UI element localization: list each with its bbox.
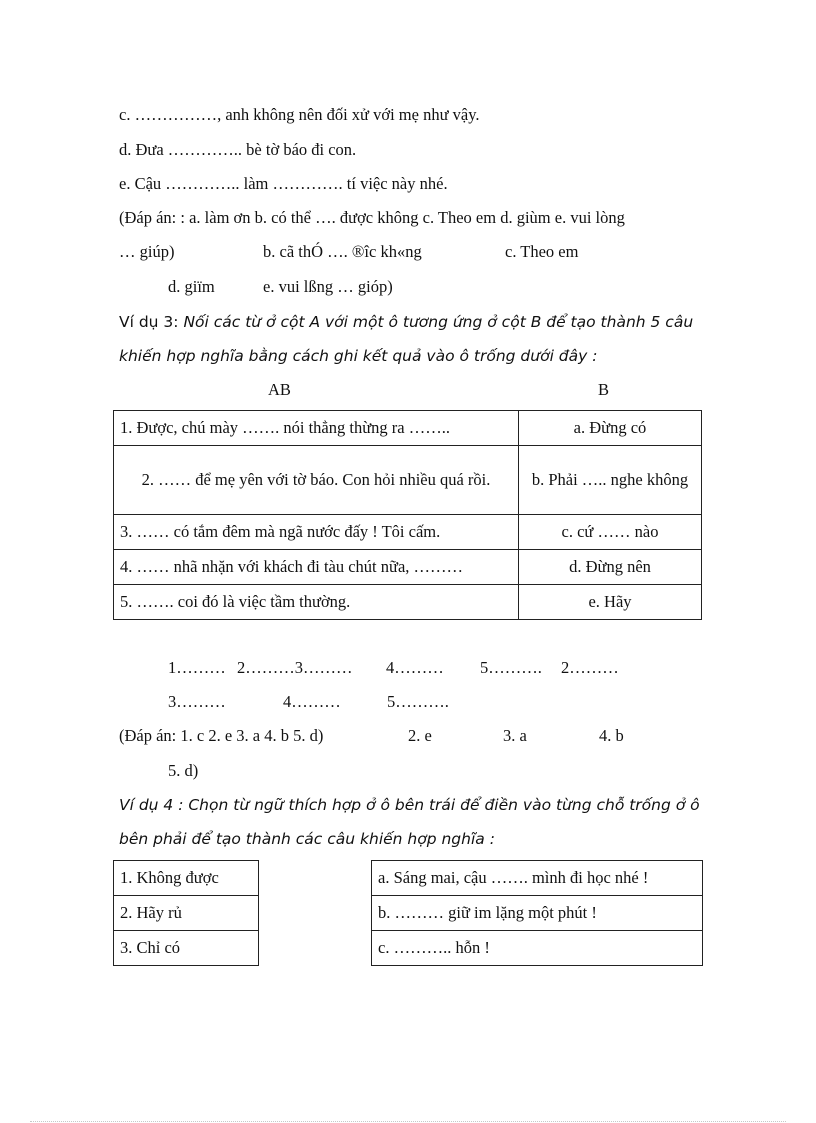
column-a-cell: 1. Được, chú mày ……. nói thẳng thừng ra …….. (114, 411, 519, 446)
table-row (114, 931, 259, 966)
sentence-c: c. ……………, anh không nên đối xử với mẹ như vậy. (119, 105, 480, 124)
column-b-cell: d. Đừng nên (519, 550, 702, 585)
answer-1-fragment-b: b. cã thÓ …. ®îc kh«ng (263, 242, 422, 261)
fill-blank: 4……… (283, 692, 341, 711)
column-a-cell: 3. …… có tắm đêm mà ngã nước đấy ! Tôi cấm. (114, 515, 519, 550)
fill-blank: 4……… (386, 658, 444, 677)
answer-3-item: 4. b (599, 726, 624, 745)
table-row (114, 585, 702, 620)
fill-blank: 5………. (387, 692, 449, 711)
table-row (114, 550, 702, 585)
left-options-table (113, 860, 259, 966)
answer-3-item: 3. a (503, 726, 527, 745)
table-row (114, 411, 702, 446)
example-4-instruction: Ví dụ 4 : Chọn từ ngữ thích hợp ở ô bên trái để điền vào từng chỗ trống ở ô (119, 796, 700, 814)
column-b-cell: a. Đừng có (519, 411, 702, 446)
table-row (372, 896, 703, 931)
sentence-e: e. Cậu ………….. làm …………. tí việc này nhé. (119, 174, 448, 193)
answer-1-fragment-d: d. giïm (168, 277, 215, 296)
sentence-d: d. Đưa ………….. bè tờ báo đi con. (119, 140, 357, 159)
table-row (114, 446, 702, 515)
table-row (114, 515, 702, 550)
column-a-cell: 4. …… nhã nhặn với khách đi tàu chút nữa, ……… (114, 550, 519, 585)
column-a-cell: 2. …… để mẹ yên với tờ báo. Con hỏi nhiều quá rồi. (114, 446, 519, 515)
right-sentences-table (371, 860, 703, 966)
fill-blank: 2……… (561, 658, 619, 677)
example-3-instruction (119, 311, 693, 333)
matching-table (113, 410, 702, 620)
table-row (114, 896, 259, 931)
table-row (372, 861, 703, 896)
fill-blank: 5………. (480, 658, 542, 677)
fill-blank: 1……… (168, 658, 226, 677)
column-b-cell: e. Hãy (519, 585, 702, 620)
column-a-header: AB (268, 380, 291, 399)
answer-3: (Đáp án: 1. c 2. e 3. a 4. b 5. d) (119, 726, 324, 745)
column-b-cell: b. Phải ….. nghe không (519, 446, 702, 515)
answer-3-item: 2. e (408, 726, 432, 745)
example-3-label: Ví dụ 3: (119, 313, 179, 331)
table-row (114, 861, 259, 896)
option-cell: 2. Hãy rủ (114, 896, 259, 931)
example-3-instruction-2: khiến hợp nghĩa bằng cách ghi kết quả vào ô trống dưới đây : (119, 347, 598, 365)
answer-1-fragment-e: e. vui lßng … gióp) (263, 277, 393, 296)
answer-1-line-1: (Đáp án: : a. làm ơn b. có thể …. được không c. Theo em d. giùm e. vui lòng (119, 208, 625, 227)
answer-1-fragment-c: c. Theo em (505, 242, 579, 261)
example-3-instruction-text: Nối các từ ở cột A với một ô tương ứng ở cột B để tạo thành 5 câu (178, 313, 694, 331)
answer-1-fragment-a: … giúp) (119, 242, 175, 261)
fill-blank: 3……… (168, 692, 226, 711)
sentence-cell: a. Sáng mai, cậu ……. mình đi học nhé ! (372, 861, 703, 896)
answer-3-item: 5. d) (168, 761, 199, 780)
option-cell: 3. Chỉ có (114, 931, 259, 966)
option-cell: 1. Không được (114, 861, 259, 896)
table-row (372, 931, 703, 966)
column-a-cell: 5. ……. coi đó là việc tầm thường. (114, 585, 519, 620)
fill-blank: 2………3……… (237, 658, 353, 677)
sentence-cell: c. ……….. hỗn ! (372, 931, 703, 966)
column-b-cell: c. cứ …… nào (519, 515, 702, 550)
sentence-cell: b. ……… giữ im lặng một phút ! (372, 896, 703, 931)
example-4-instruction-2: bên phải để tạo thành các câu khiến hợp nghĩa : (119, 830, 495, 848)
page-bottom-divider (30, 1121, 786, 1122)
column-b-header: B (598, 380, 610, 399)
